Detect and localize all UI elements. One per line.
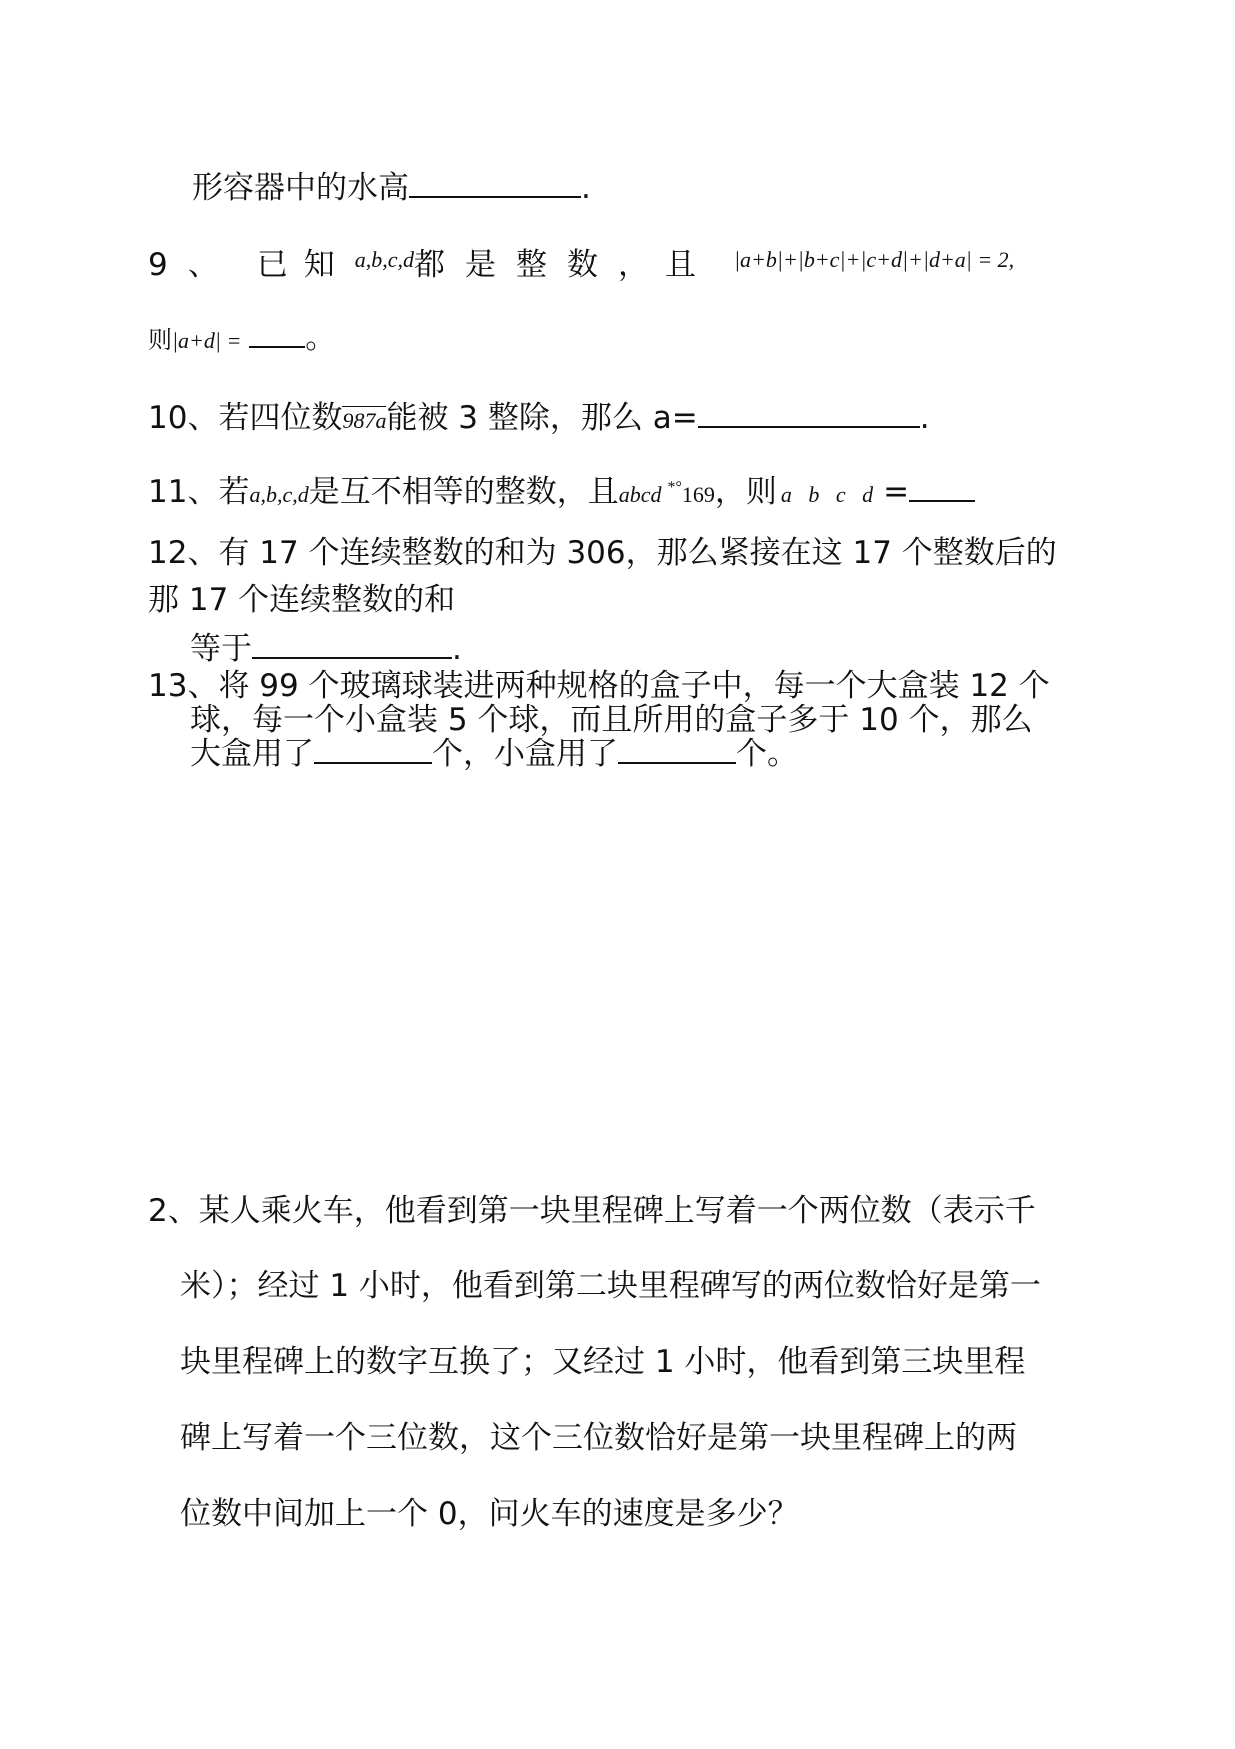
q11-answer-blank[interactable] [909, 499, 975, 502]
q13-line2: 球，每一个小盒装 5 个球，而且所用的盒子多于 10 个，那么 [190, 702, 1033, 738]
q11-vars: a,b,c,d [249, 482, 309, 507]
q11 [148, 474, 975, 511]
q8-tail: . [581, 170, 591, 206]
q9-word2: 知 [303, 247, 335, 283]
q9-comma: ， [618, 247, 649, 283]
q9-word1: 已 [256, 247, 288, 283]
q12-line1: 12、有 17 个连续整数的和为 306，那么紧接在这 17 个整数后的 [148, 535, 1057, 571]
q10-lead: 10、若四位数 [148, 400, 343, 436]
q11-lead: 11、若 [148, 474, 250, 510]
q9-line1 [148, 247, 1088, 284]
q13-small-label: 个，小盒用了 [432, 736, 618, 772]
q9-ask: |a+d| = [172, 328, 242, 353]
q10-answer-blank[interactable] [698, 425, 920, 428]
q9-line2 [148, 320, 336, 357]
q12-line3 [190, 631, 462, 668]
q9-vars: a,b,c,d [354, 247, 414, 272]
q13-line1: 13、将 99 个玻璃球装进两种规格的盒子中，每一个大盒装 12 个 [148, 668, 1050, 704]
p2-line1: 2、某人乘火车，他看到第一块里程碑上写着一个两位数（表示千 [148, 1193, 1036, 1229]
q13-tail: 个。 [736, 736, 798, 772]
q8-answer-blank[interactable] [409, 195, 581, 198]
q12-label: 等于 [190, 631, 252, 667]
q13-big-label: 大盒用了 [190, 736, 314, 772]
q9-then: 则 [148, 326, 172, 354]
q12-line2: 那 17 个连续整数的和 [148, 582, 456, 618]
q8-text: 形容器中的水高 [192, 170, 409, 206]
q9-word6: 数 [567, 247, 598, 283]
q13-big-blank[interactable] [314, 761, 432, 764]
q11-mid: 是互不相等的整数，且 [308, 474, 619, 510]
q9-answer-blank[interactable] [249, 345, 305, 348]
q9-word7: 且 [665, 247, 696, 283]
q12-answer-blank[interactable] [252, 656, 452, 659]
p2-line5: 位数中间加上一个 0，问火车的速度是多少？ [180, 1496, 799, 1532]
q13-line3 [190, 736, 798, 773]
q10 [148, 400, 930, 437]
q9-tail: 。 [305, 320, 337, 356]
q8-continuation [192, 170, 591, 207]
q11-eq: = [883, 474, 910, 510]
q11-then: ，则 [714, 474, 777, 510]
q12-tail: . [452, 631, 462, 667]
q11-sum: a b c d [780, 482, 874, 507]
q9-word4: 是 [465, 247, 496, 283]
q9-word5: 整 [516, 247, 547, 283]
q9-word3: 都 [414, 247, 445, 283]
q9-sep: 、 [187, 247, 219, 283]
q13-small-blank[interactable] [618, 761, 736, 764]
q10-tail: . [919, 400, 930, 436]
q11-num: 169 [681, 482, 715, 507]
q11-product: abcd [618, 482, 662, 507]
q10-number: 987a [342, 408, 387, 433]
q9-equation: |a+b|+|b+c|+|c+d|+|d+a| = 2, [734, 247, 1015, 272]
q9-number: 9 [148, 247, 168, 283]
p2-line3: 块里程碑上的数字互换了；又经过 1 小时，他看到第三块里程 [180, 1344, 1026, 1380]
q11-star: *° [667, 479, 682, 496]
q10-mid: 能被 3 整除，那么 a= [386, 400, 698, 436]
p2-line4: 碑上写着一个三位数，这个三位数恰好是第一块里程碑上的两 [180, 1420, 1017, 1456]
p2-line2: 米）；经过 1 小时，他看到第二块里程碑写的两位数恰好是第一 [180, 1268, 1041, 1304]
